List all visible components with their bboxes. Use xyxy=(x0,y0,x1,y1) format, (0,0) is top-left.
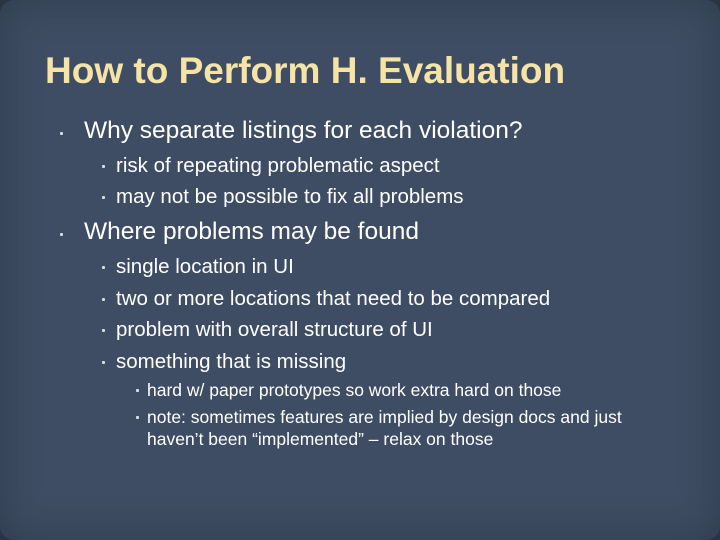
bullet-note-line2: haven’t been “implemented” – relax on those xyxy=(147,429,494,449)
bullet-something-missing: something that is missing xyxy=(116,350,347,373)
bullet-where-problems: Where problems may be found xyxy=(84,218,419,245)
bullet-overall-structure: problem with overall structure of UI xyxy=(116,318,433,341)
bullet-risk-repeating: risk of repeating problematic aspect xyxy=(116,154,440,177)
bullet-may-not-fix: may not be possible to fix all problems xyxy=(116,185,464,208)
bullet-marker-icon xyxy=(102,329,105,332)
bullet-marker-icon xyxy=(102,298,105,301)
bullet-note-line1: note: sometimes features are implied by design docs and just xyxy=(147,407,622,427)
bullet-marker-icon xyxy=(102,266,105,269)
bullet-marker-icon xyxy=(102,165,105,168)
bullet-two-or-more: two or more locations that need to be compared xyxy=(116,287,551,310)
bullet-why-separate: Why separate listings for each violation? xyxy=(84,117,523,144)
bullet-marker-icon xyxy=(102,361,105,364)
bullet-marker-icon xyxy=(60,132,63,135)
bullet-marker-icon xyxy=(102,196,105,199)
bullet-marker-icon xyxy=(136,416,139,419)
bullet-marker-icon xyxy=(60,233,63,236)
bullet-paper-prototypes: hard w/ paper prototypes so work extra hard on those xyxy=(147,380,562,400)
slide-title: How to Perform H. Evaluation xyxy=(45,50,566,91)
bullet-marker-icon xyxy=(136,389,139,392)
bullet-single-location: single location in UI xyxy=(116,255,294,278)
